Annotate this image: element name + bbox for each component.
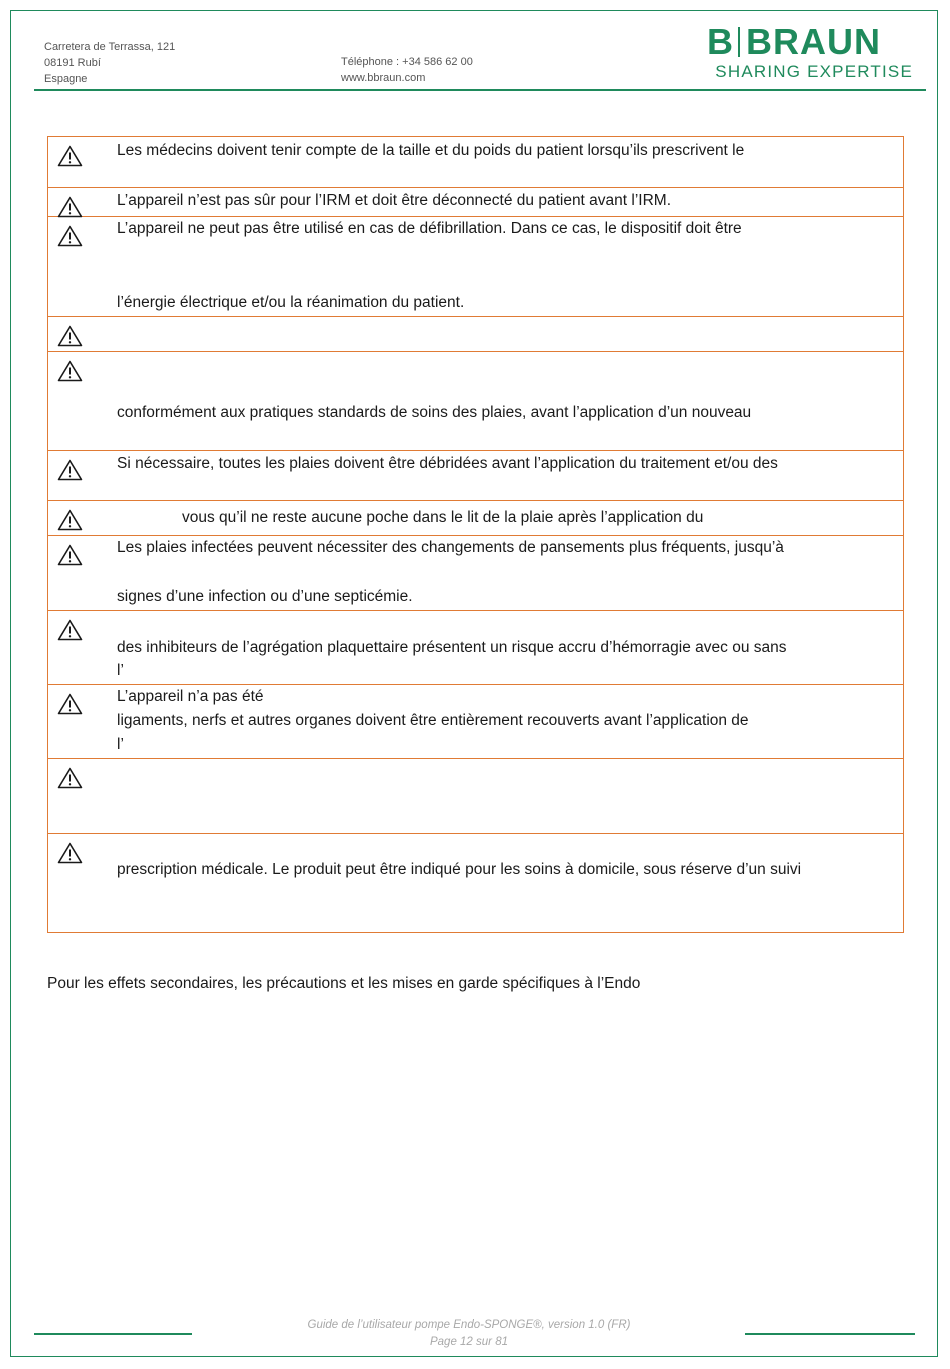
warning-row (48, 611, 904, 685)
warning-text-line: Les plaies infectées peuvent nécessiter des changements de pansements plus fréquents, jusqu’à (117, 539, 784, 556)
logo-braun: BRAUN (746, 21, 881, 62)
warning-text-line: l’énergie électrique et/ou la réanimation du patient. (117, 294, 465, 311)
warning-row (48, 352, 904, 451)
phone-number: Téléphone : +34 586 62 00 (341, 56, 473, 68)
address-street: Carretera de Terrassa, 121 (44, 41, 176, 53)
warning-text-line: l’ (117, 662, 124, 679)
footnote: Pour les effets secondaires, les précautions et les mises en garde spécifiques à l’Endo (47, 975, 641, 992)
warning-triangle-icon (57, 325, 83, 347)
warning-text-line: L’appareil n’a pas été (117, 688, 264, 705)
footer-page-number: Page 12 sur 81 (429, 1336, 508, 1348)
warning-text-cell (114, 317, 904, 352)
warning-row (48, 834, 904, 933)
warning-row (48, 317, 904, 352)
warning-triangle-icon (57, 693, 83, 715)
warning-row (48, 501, 904, 536)
footer-rule-right (745, 1333, 915, 1335)
logo-tagline: SHARING EXPERTISE (715, 62, 913, 81)
warning-text-line: vous qu’il ne reste aucune poche dans le lit de la plaie après l’application du (182, 509, 704, 526)
warning-triangle-icon (57, 619, 83, 641)
warning-text-line: des inhibiteurs de l’agrégation plaquettaire présentent un risque accru d’hémorragie avec ou sans (117, 639, 787, 656)
warning-icon-cell (48, 451, 115, 501)
warning-triangle-icon (57, 544, 83, 566)
warning-row (48, 759, 904, 834)
warning-text-line: signes d’une infection ou d’une septicémie. (117, 588, 413, 605)
warning-icon-cell (48, 685, 115, 759)
warnings-table (47, 136, 904, 933)
warning-text-cell (114, 352, 904, 451)
warning-text-line: conformément aux pratiques standards de soins des plaies, avant l’application d’un nouveau (117, 404, 752, 421)
warning-text-line: l’ (117, 736, 124, 753)
warning-text-cell (114, 217, 904, 317)
warning-row (48, 217, 904, 317)
footer-rule-left (34, 1333, 192, 1335)
warning-text-cell (114, 188, 904, 217)
warning-text-cell (114, 137, 904, 188)
warning-text-cell (114, 536, 904, 611)
warning-icon-cell (48, 352, 115, 451)
warning-row (48, 137, 904, 188)
header-rule (34, 89, 926, 91)
logo-wordmark (707, 22, 881, 62)
bbraun-logo (672, 22, 917, 84)
warning-triangle-icon (57, 509, 83, 531)
warning-row (48, 536, 904, 611)
logo-b: B (707, 21, 734, 62)
warning-triangle-icon (57, 225, 83, 247)
warning-text-line: prescription médicale. Le produit peut être indiqué pour les soins à domicile, sous réserve d’un suivi (117, 861, 802, 878)
warning-triangle-icon (57, 196, 83, 218)
header-contact (341, 54, 473, 86)
warning-text-cell (114, 611, 904, 685)
header-address (44, 39, 175, 87)
logo-separator (738, 27, 740, 57)
warning-icon-cell (48, 317, 115, 352)
warning-icon-cell (48, 137, 115, 188)
warning-text-line: Si nécessaire, toutes les plaies doivent être débridées avant l’application du traitement et/ou des (117, 455, 778, 472)
warning-text-cell (114, 451, 904, 501)
warning-icon-cell (48, 536, 115, 611)
warning-text-cell (114, 685, 904, 759)
warning-icon-cell (48, 834, 115, 933)
warning-row (48, 685, 904, 759)
website: www.bbraun.com (341, 72, 426, 84)
warning-text-cell (114, 501, 904, 536)
warning-icon-cell (48, 501, 115, 536)
warning-text-line: ligaments, nerfs et autres organes doivent être entièrement recouverts avant l’application de (117, 712, 749, 729)
warning-row (48, 451, 904, 501)
warning-text-cell (114, 759, 904, 834)
address-country: Espagne (44, 73, 88, 85)
warning-text-line: L’appareil ne peut pas être utilisé en cas de défibrillation. Dans ce cas, le dispositif doit être (117, 220, 742, 237)
footer-guide-title: Guide de l’utilisateur pompe Endo-SPONGE®, version 1.0 (FR) (307, 1319, 631, 1331)
warning-icon-cell (48, 188, 115, 217)
warning-text-cell (114, 834, 904, 933)
warning-text-line: L’appareil n’est pas sûr pour l’IRM et doit être déconnecté du patient avant l’IRM. (117, 192, 672, 209)
warning-text-line: Les médecins doivent tenir compte de la taille et du poids du patient lorsqu’ils prescrivent le (117, 142, 745, 159)
warning-triangle-icon (57, 459, 83, 481)
warning-triangle-icon (57, 767, 83, 789)
warning-icon-cell (48, 217, 115, 317)
warning-triangle-icon (57, 360, 83, 382)
warning-triangle-icon (57, 145, 83, 167)
warning-icon-cell (48, 611, 115, 685)
address-city: 08191 Rubí (44, 57, 101, 69)
warning-row (48, 188, 904, 217)
warning-triangle-icon (57, 842, 83, 864)
warning-icon-cell (48, 759, 115, 834)
